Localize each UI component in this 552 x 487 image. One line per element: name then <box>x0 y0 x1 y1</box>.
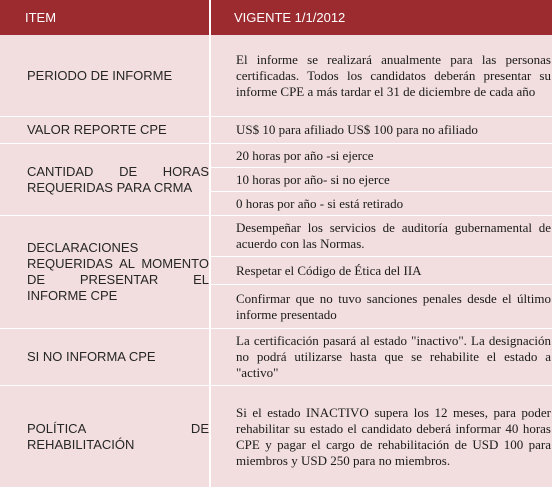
cell-rehabilitacion <box>211 386 552 487</box>
cell-text: 20 horas por año -si ejerce <box>236 147 374 163</box>
cell-si-no-informa <box>211 329 552 385</box>
row-label-rehabilitacion <box>0 386 209 487</box>
cell-periodo <box>211 36 552 116</box>
row-label-si-no-informa <box>0 329 209 385</box>
cell-horas-2 <box>211 168 552 191</box>
cell-text: US$ 10 para afiliado US$ 100 para no afiliado <box>236 122 478 137</box>
row-label-valor <box>0 117 209 143</box>
cell-text: Si el estado INACTIVO supera los 12 meses, para poder rehabilitar su estado el candidato deberá informar 40 horas CPE y pagar el cargo de rehabilitación de USD 100 para miembros y USD 250 para no miembros. <box>236 404 551 468</box>
header-vigente: VIGENTE 1/1/2012 <box>211 0 552 35</box>
cell-text: 0 horas por año - si está retirado <box>236 195 404 211</box>
row-label-text: VALOR REPORTE CPE <box>27 122 167 137</box>
row-label-declaraciones <box>0 216 209 328</box>
cell-text: 10 horas por año- si no ejerce <box>236 171 390 187</box>
row-label-text: DECLARACIONES REQUERIDAS AL MOMENTO DE PRESENTAR EL INFORME CPE <box>27 240 209 303</box>
cell-declaraciones-1 <box>211 216 552 256</box>
cell-text: Respetar el Código de Ética del IIA <box>236 262 422 278</box>
cell-horas-3 <box>211 192 552 215</box>
row-label-text: SI NO INFORMA CPE <box>27 349 156 364</box>
row-label-periodo <box>0 36 209 116</box>
cell-text: La certificación pasará al estado "inactivo". La designación no podrá utilizarse hasta que se rehabilite el estado a "activo" <box>236 333 551 380</box>
cell-declaraciones-2 <box>211 257 552 284</box>
cell-text: El informe se realizará anualmente para las personas certificadas. Todos los candidatos deberán presentar su informe CPE a más tardar el 31 de diciembre de cada año <box>236 52 551 99</box>
cell-declaraciones-3 <box>211 285 552 328</box>
cell-text: Desempeñar los servicios de auditoría gubernamental de acuerdo con las Normas. <box>236 220 551 251</box>
row-label-horas <box>0 144 209 215</box>
row-label-text: PERIODO DE INFORME <box>27 68 173 83</box>
cell-text: Confirmar que no tuvo sanciones penales desde el último informe presentado <box>236 290 551 322</box>
row-label-text: CANTIDAD DE HORAS REQUERIDAS PARA CRMA <box>27 163 209 195</box>
header-item: ITEM <box>0 0 209 35</box>
row-label-text: POLÍTICA DE REHABILITACIÓN <box>27 420 209 452</box>
cell-valor <box>211 117 552 143</box>
cell-horas-1 <box>211 144 552 167</box>
